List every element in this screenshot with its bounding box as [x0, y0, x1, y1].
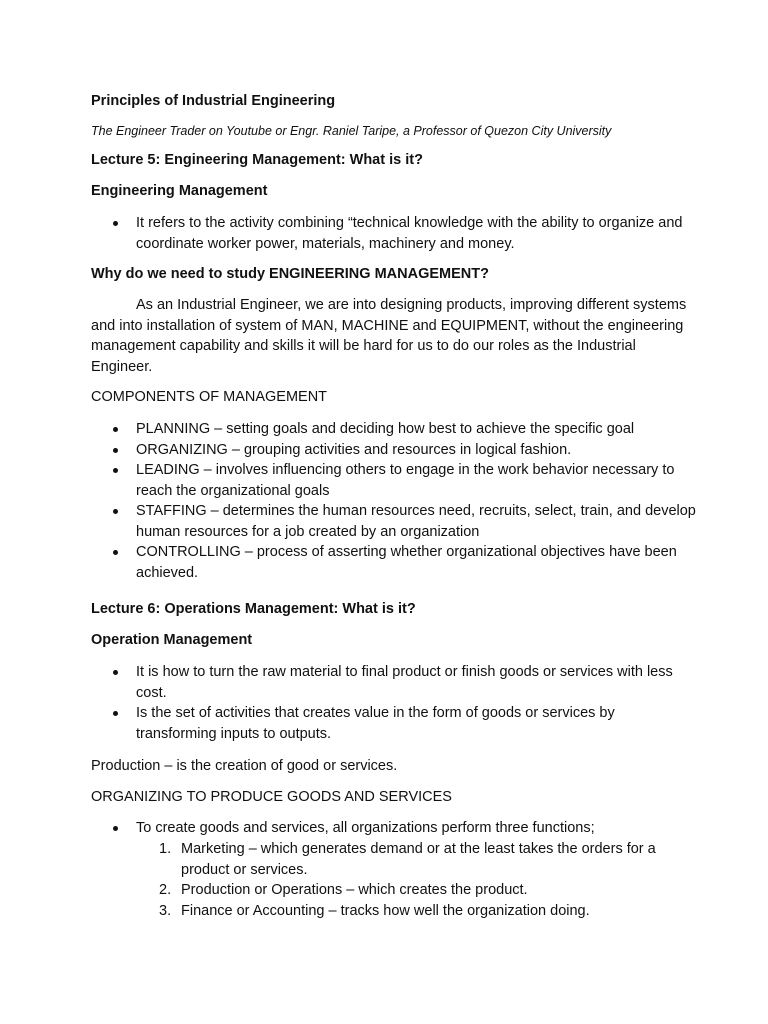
list-item: ORGANIZING – grouping activities and resources in logical fashion.: [91, 440, 698, 461]
item-number: 2.: [159, 882, 172, 898]
numbered-item: [91, 880, 698, 901]
lecture5-heading: Lecture 5: Engineering Management: What is it?: [91, 152, 423, 168]
document-title: Principles of Industrial Engineering: [91, 93, 336, 109]
item-text: Finance or Accounting – tracks how well the organization doing.: [181, 902, 590, 919]
lecture5-subheading: Engineering Management: [91, 183, 268, 199]
functions-list: [91, 839, 698, 921]
list-item: CONTROLLING – process of asserting whether organizational objectives have been achieved.: [91, 542, 698, 583]
item-text: Production or Operations – which creates the product.: [181, 882, 528, 898]
list-item: STAFFING – determines the human resources need, recruits, select, train, and develop human resources for a job created by an organization: [91, 501, 698, 542]
document-subtitle: The Engineer Trader on Youtube or Engr. Raniel Taripe, a Professor of Quezon City University: [91, 124, 612, 138]
item-text: Marketing – which generates demand or at the least takes the orders for a product or services.: [181, 841, 656, 878]
components-list: [91, 419, 698, 583]
item-number: 3.: [159, 902, 172, 919]
list-item: It is how to turn the raw material to final product or finish goods or services with less cost.: [91, 662, 698, 703]
numbered-item: [91, 901, 698, 922]
production-definition: Production – is the creation of good or services.: [91, 758, 398, 774]
item-number: 1.: [159, 841, 172, 857]
lecture6-bullet-list: [91, 662, 698, 744]
list-item: Is the set of activities that creates value in the form of goods or services by transforming inputs to outputs.: [91, 703, 698, 744]
lecture6-subheading: Operation Management: [91, 632, 253, 648]
intro-paragraph: As an Industrial Engineer, we are into designing products, improving different systems and into installation of system of MAN, MACHINE and EQUIPMENT, without the engineering management capability and skills it will be hard for us to do our roles as the Industrial Engineer.: [91, 297, 687, 375]
question-heading: Why do we need to study ENGINEERING MANAGEMENT?: [91, 266, 489, 282]
lecture6-heading: Lecture 6: Operations Management: What is it?: [91, 601, 416, 617]
numbered-item: [91, 839, 698, 880]
lecture5-bullet-list: [91, 213, 698, 254]
components-heading: COMPONENTS OF MANAGEMENT: [91, 389, 328, 405]
list-item: LEADING – involves influencing others to engage in the work behavior necessary to reach the organizational goals: [91, 460, 698, 501]
organizing-bullet-list: [91, 818, 698, 839]
list-item: PLANNING – setting goals and deciding how best to achieve the specific goal: [91, 419, 698, 440]
list-item: To create goods and services, all organizations perform three functions;: [91, 818, 698, 839]
organizing-heading: ORGANIZING TO PRODUCE GOODS AND SERVICES: [91, 789, 452, 805]
list-item: It refers to the activity combining “technical knowledge with the ability to organize and coordinate worker power, materials, machinery and money.: [91, 213, 698, 254]
